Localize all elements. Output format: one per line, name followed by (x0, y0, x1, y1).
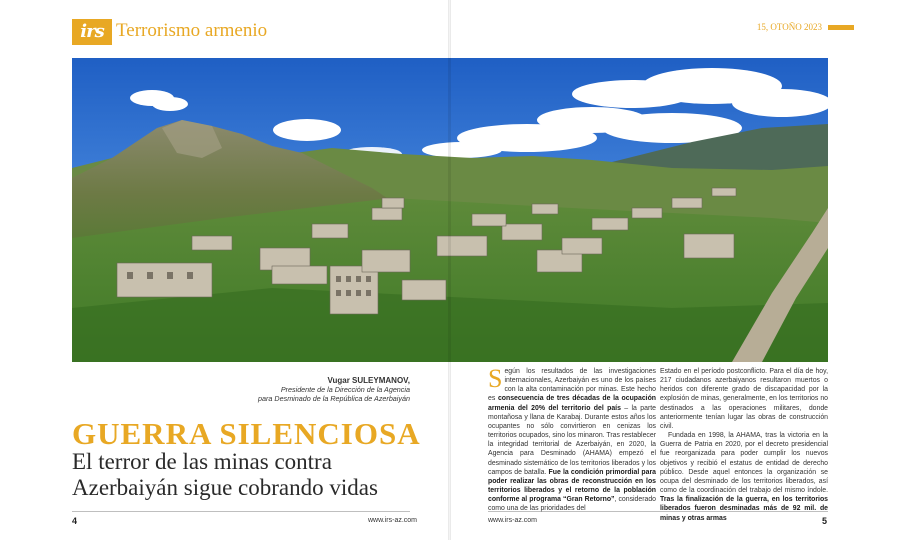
page-number-left: 4 (72, 516, 78, 526)
article-subtitle: El terror de las minas contra Azerbaiyán sigue cobrando vidas (72, 449, 378, 500)
body-paragraph (660, 367, 828, 431)
irs-logo: irs (72, 19, 112, 45)
author-role-line1: Presidente de la Dirección de la Agencia (280, 385, 410, 394)
body-bold-text: Tras la finalización de la guerra, en los territorios liberados fueron desminadas más de 92 mil. de minas y otras armas (660, 496, 828, 522)
page-number-right: 5 (822, 516, 828, 526)
body-paragraph (488, 364, 657, 514)
body-column-2 (660, 367, 828, 523)
body-text: , considerado como una de las prioridades del (488, 496, 657, 513)
body-text: Estado en el período postconflicto. Para el día de hoy, 217 ciudadanos azerbaiyanos resultaron muertos o heridos con diferente grado de discapacidad por la explosión de minas, generalmente, en los territorios no destinados a las operaciones militares, donde anteriormente tenían lugar las obras de construcción civil. (660, 368, 828, 430)
website-left[interactable]: www.irs-az.com (368, 517, 418, 524)
body-column-1 (488, 364, 657, 514)
body-bold-text: consecuencia de tres décadas de la ocupación armenia del 20% del territorio del país (488, 395, 656, 412)
author-block (200, 376, 410, 403)
author-role-line2: para Desminado de la República de Azerbaiyán (258, 394, 410, 403)
issue-accent-bar (828, 25, 854, 30)
body-paragraph (660, 431, 828, 523)
body-text: egún los resultados de las investigaciones internacionales, Azerbaiyán es uno de los países con la alta contaminación por minas. Este hecho es (488, 368, 656, 403)
body-bold-text: Fue la condición primordial para poder realizar las obras de reconstrucción en los territorios liberados y el retorno de la población conforme al programa “Gran Retorno” (488, 468, 656, 504)
footer-rule-left (72, 511, 410, 512)
body-text: Fundada en 1998, la AHAMA, tras la victoria en la Guerra de Patria en 2020, por el decreto presidencial fue reorganizada para poder cumplir los nuevos objetivos y recibió el estatus de entidad de derecho público. Desde aquel entonces la organización se ocupa del desminado de los territorios liberados, así como de la coordinación del trabajo del mismo índole. (660, 432, 828, 495)
website-right[interactable]: www.irs-az.com (488, 517, 538, 524)
issue-label: 15, OTOÑO 2023 (756, 22, 822, 32)
drop-cap: S (488, 364, 503, 393)
article-title: GUERRA SILENCIOSA (72, 416, 421, 451)
landscape-photo (72, 58, 828, 362)
author-name: Vugar SULEYMANOV, (327, 376, 410, 385)
section-title: Terrorismo armenio (116, 20, 268, 41)
body-text: – la parte montañosa y llana de Karabaj. Durante estos años los ocupantes no sólo convirtieron en cenizas los territorios ocupados, sino los minaron. Tras restablecer la integridad territorial de Azerbaiyán, en 2020, la Agencia para Desminado (AHAMA) empezó el desminado sistemático de los territorios liberados y los campos de batalla. (488, 404, 656, 476)
